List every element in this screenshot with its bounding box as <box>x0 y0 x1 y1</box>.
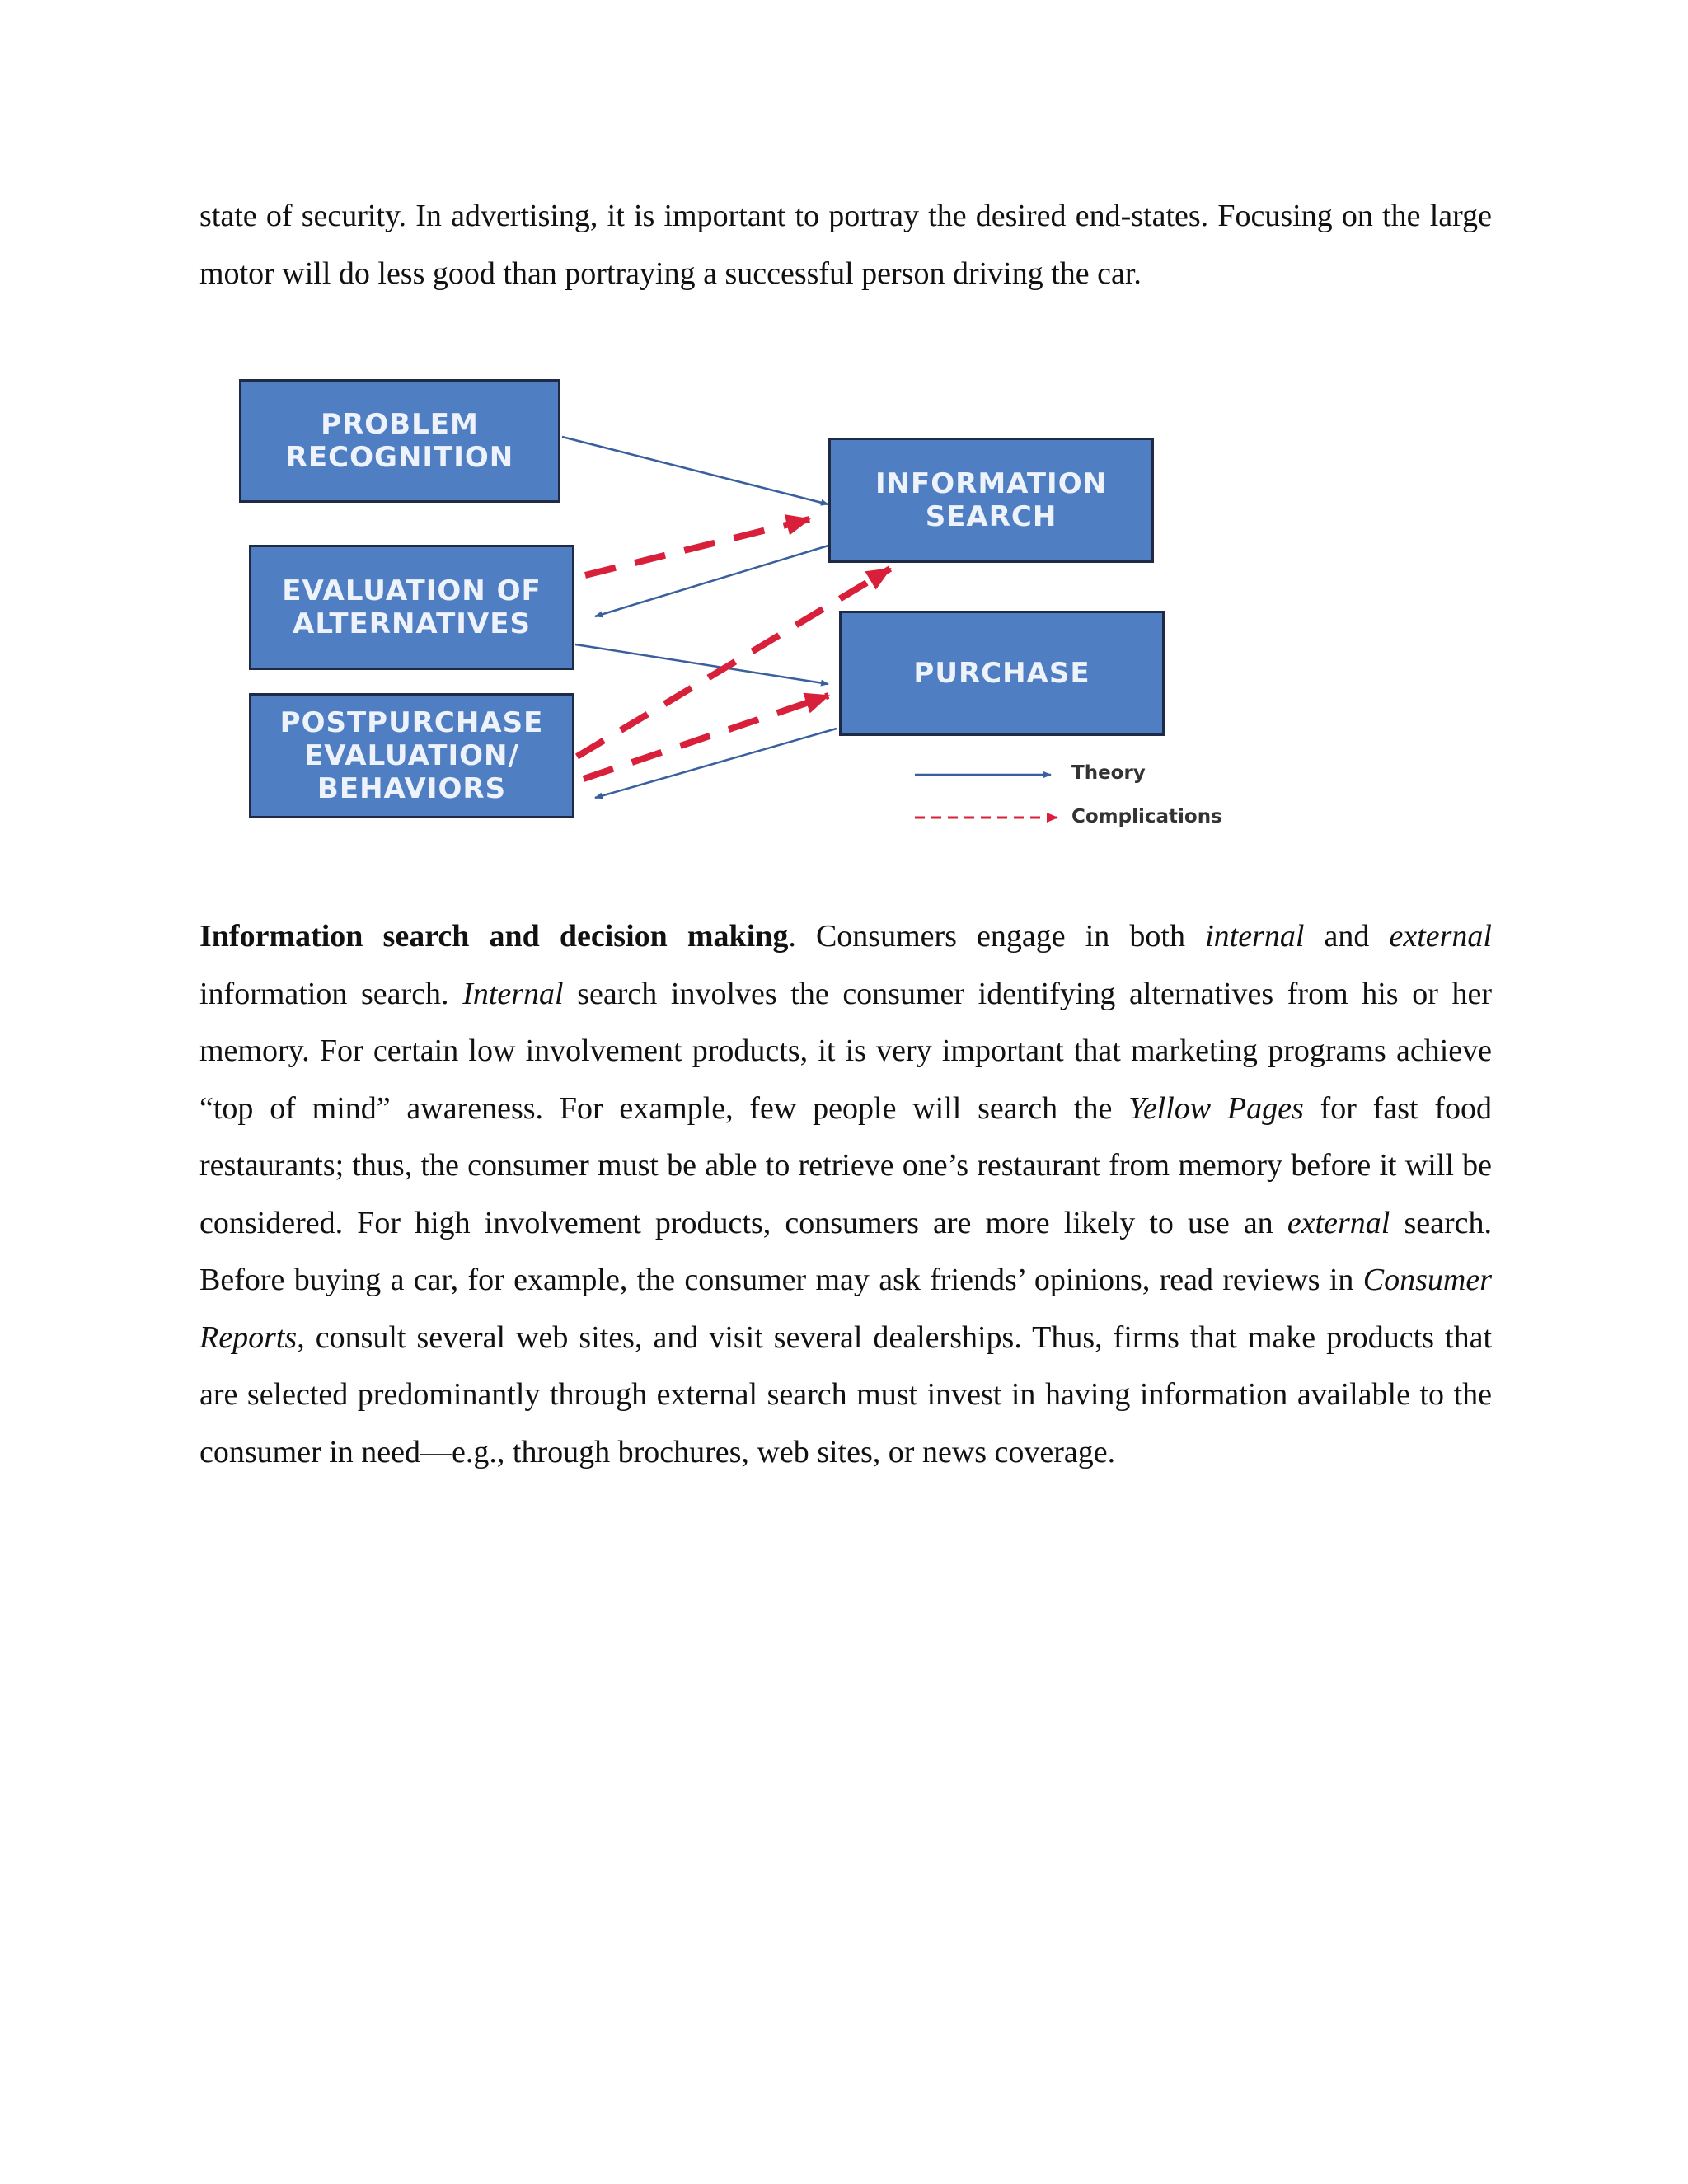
legend-complications-arrowhead <box>1047 813 1058 823</box>
text-run: information search. <box>199 976 463 1011</box>
emphasis-external-2: external <box>1287 1205 1390 1240</box>
text-run: . Consumers engage in both <box>788 919 1206 954</box>
arrow-problem-to-search <box>562 437 828 504</box>
text-run: search. Before buying a car, for example, the consumer may ask friends’ opinions, read reviews in <box>199 1205 1492 1297</box>
emphasis-internal: internal <box>1205 919 1305 954</box>
emphasis-external: external <box>1389 919 1492 954</box>
purchase-box: PURCHASE <box>839 611 1165 736</box>
evaluation-of-alternatives-box: EVALUATION OF ALTERNATIVES <box>249 545 574 670</box>
postpurchase-evaluation-box: POSTPURCHASE EVALUATION/ BEHAVIORS <box>249 693 574 818</box>
text-run: and <box>1304 919 1390 954</box>
legend-theory-label: Theory <box>1071 762 1146 784</box>
arrow-purchase-to-postpurchase <box>595 729 837 798</box>
problem-recognition-box: PROBLEM RECOGNITION <box>239 379 560 503</box>
consumer-decision-diagram <box>223 363 1294 841</box>
text-run: search involves the consumer identifying alternatives from his or her memory. For certain low involvement products, it is very important that marketing programs achieve “top of mind” awareness. For example, few people will search the <box>199 976 1492 1126</box>
complication-evaluation-to-search <box>585 519 809 575</box>
arrow-search-to-evaluation <box>595 546 828 616</box>
intro-paragraph: state of security. In advertising, it is important to portray the desired end-states. Focusing on the large motor will do less good than portraying a successful person driving the car. <box>199 199 1492 291</box>
emphasis-internal-cap: Internal <box>462 976 564 1011</box>
text-run: for fast food restaurants; thus, the consumer must be able to retrieve one’s restaurant from memory before it will be considered. For high involvement products, consumers are more likely to use an <box>199 1090 1492 1240</box>
arrow-evaluation-to-purchase <box>575 644 828 684</box>
information-search-box: INFORMATION SEARCH <box>828 438 1154 563</box>
section-heading: Information search and decision making <box>199 919 789 954</box>
legend-complications-label: Complications <box>1071 806 1222 827</box>
text-run: , consult several web sites, and visit several dealerships. Thus, firms that make products that are selected predominantly through external search must invest in having information available to the consumer in need—e.g., through brochures, web sites, or news coverage. <box>199 1319 1492 1469</box>
information-search-paragraph <box>199 908 1492 1481</box>
emphasis-consumer-reports: Consumer Reports <box>199 1263 1492 1355</box>
emphasis-yellow-pages: Yellow Pages <box>1128 1090 1304 1126</box>
